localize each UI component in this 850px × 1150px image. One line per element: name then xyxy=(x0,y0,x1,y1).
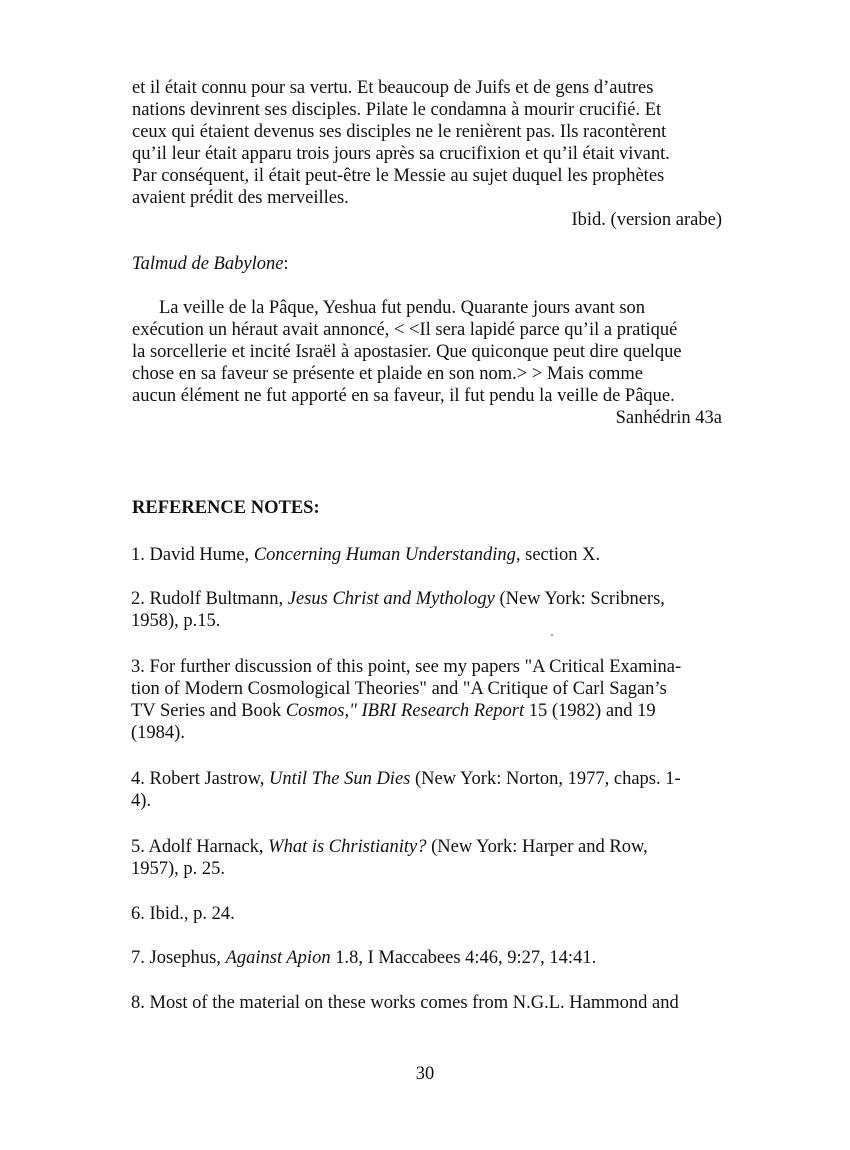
reference-note-line xyxy=(131,588,665,610)
reference-note-line xyxy=(131,544,600,566)
note-italic-title: Jesus Christ and Mythology xyxy=(287,589,495,609)
note-text: 1957), p. 25. xyxy=(131,859,226,879)
talmud-line: la sorcellerie et incité Israël à apostasier. Que quiconque peut dire quelque xyxy=(132,342,682,362)
note-text: 4. Robert Jastrow, xyxy=(131,769,270,789)
talmud-attribution: Sanhédrin 43a xyxy=(615,408,722,428)
scan-speck xyxy=(551,634,553,636)
passage-attribution: Ibid. (version arabe) xyxy=(571,210,722,230)
note-text: 1.8, I Maccabees 4:46, 9:27, 14:41. xyxy=(330,948,597,968)
talmud-heading-title: Talmud de Babylone xyxy=(132,254,284,274)
reference-note-line xyxy=(131,903,235,925)
note-text: 3. For further discussion of this point, see my papers "A Critical Examina- xyxy=(131,657,682,677)
note-italic-title: Concerning Human Understanding xyxy=(253,545,516,565)
passage-line: et il était connu pour sa vertu. Et beaucoup de Juifs et de gens d’autres xyxy=(132,78,654,98)
note-italic-title: Until The Sun Dies xyxy=(269,769,411,789)
note-italic-title: Against Apion xyxy=(225,948,331,968)
talmud-heading-colon: : xyxy=(283,254,289,274)
passage-line: ceux qui étaient devenus ses disciples ne le renièrent pas. Ils racontèrent xyxy=(132,122,667,142)
reference-note-line xyxy=(131,992,679,1014)
note-text: 5. Adolf Harnack, xyxy=(131,837,269,857)
page-number: 30 xyxy=(415,1064,435,1084)
note-text: 2. Rudolf Bultmann, xyxy=(131,589,288,609)
reference-notes-heading: REFERENCE NOTES: xyxy=(132,498,320,518)
note-text: , section X. xyxy=(515,545,601,565)
passage-line: avaient prédit des merveilles. xyxy=(132,188,349,208)
reference-note-line xyxy=(131,722,185,744)
note-italic-title: IBRI Research Report xyxy=(361,701,525,721)
reference-note-line xyxy=(131,836,648,858)
note-text: 8. Most of the material on these works comes from N.G.L. Hammond and xyxy=(131,993,679,1013)
note-text: (New York: Norton, 1977, chaps. 1- xyxy=(410,769,681,789)
note-text: tion of Modern Cosmological Theories" and "A Critique of Carl Sagan’s xyxy=(131,679,667,699)
note-text: 1958), p.15. xyxy=(131,611,221,631)
note-text: (New York: Scribners, xyxy=(494,589,665,609)
note-text: 7. Josephus, xyxy=(131,948,226,968)
reference-note-line xyxy=(131,700,656,722)
note-text: TV Series and Book xyxy=(131,701,286,721)
note-text: (New York: Harper and Row, xyxy=(426,837,648,857)
talmud-line: aucun élément ne fut apporté en sa faveur, il fut pendu la veille de Pâque. xyxy=(132,386,675,406)
passage-line: Par conséquent, il était peut-être le Messie au sujet duquel les prophètes xyxy=(132,166,665,186)
passage-line: nations devinrent ses disciples. Pilate le condamna à mourir crucifié. Et xyxy=(132,100,662,120)
reference-note-line xyxy=(131,947,596,969)
reference-note-line xyxy=(131,610,220,632)
reference-note-line xyxy=(131,790,151,812)
note-text: 4). xyxy=(131,791,152,811)
reference-note-line xyxy=(131,678,667,700)
note-text: 15 (1982) and 19 xyxy=(524,701,656,721)
note-text: (1984). xyxy=(131,723,185,743)
passage-line: qu’il leur était apparu trois jours après sa crucifixion et qu’il était vivant. xyxy=(132,144,670,164)
note-text: 1. David Hume, xyxy=(131,545,254,565)
talmud-line: La veille de la Pâque, Yeshua fut pendu. Quarante jours avant son xyxy=(159,298,646,318)
talmud-heading xyxy=(132,253,289,275)
reference-note-line xyxy=(131,768,681,790)
reference-note-line xyxy=(131,858,225,880)
talmud-line: exécution un héraut avait annoncé, < <Il sera lapidé parce qu’il a pratiqué xyxy=(132,320,678,340)
reference-note-line xyxy=(131,656,681,678)
note-text: 6. Ibid., p. 24. xyxy=(131,904,235,924)
note-italic-title: Cosmos," xyxy=(285,701,357,721)
note-italic-title: What is Christianity? xyxy=(268,837,427,857)
talmud-line: chose en sa faveur se présente et plaide en son nom.> > Mais comme xyxy=(132,364,643,384)
